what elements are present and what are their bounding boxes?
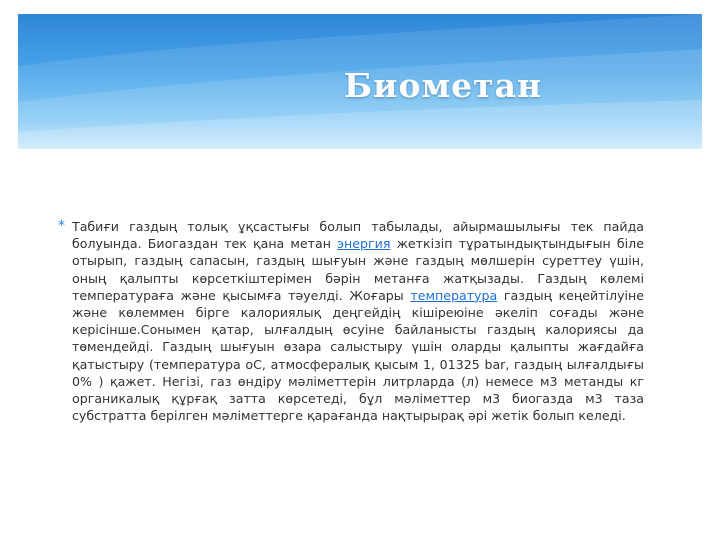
slide-title: Биометан (343, 66, 543, 105)
body-paragraph (72, 218, 644, 424)
content-area (58, 218, 645, 424)
paragraph-part-2: жеткізіп тұратындықтындығын біле отырып, газдың сапасын, газдың шығуын және газдың мөлшерін суреттеу үшін, оның қалыпты көрсеткіштерімен бәрін метанға жатқызады. Газдың көлемі температураға және қысымға тәуелді. Жоғары (72, 236, 644, 303)
energy-link[interactable]: энергия (337, 236, 391, 252)
paragraph-part-3: газдың кеңейтілуіне және көлеммен бірге калориялық деңгейдің кішіреюіне әкеліп соғады және керісінше.Сонымен қатар, ылғалдың өсуіне байланысты газдың калориясы да төмендейді. Газдың шығуын өзара салыстыру үшін оларды қалыпты жағдайға қатыстыру (температура оС, атмосфералық қысым 1, 01325 bar, газдың ылғалдығы 0% ) қажет. Негізі, газ өндіру мәліметтерін литрларда (л) немесе м3 метанды кг органикалық құрғақ затта көрсетеді, бұл мәліметтер м3 биогазда м3 таза субстратта берілген мәліметтерге қарағанда нақтырырақ әрі жетік болып келеді. (72, 287, 645, 424)
temperature-link[interactable]: температура (410, 287, 498, 303)
paragraph-part-1: Табиғи газдың толық ұқсастығы болып табылады, айырмашылығы тек пайда болуында. Биогаздан тек қана метан (72, 219, 644, 252)
bullet-marker: * (58, 218, 65, 234)
title-banner (18, 14, 702, 149)
